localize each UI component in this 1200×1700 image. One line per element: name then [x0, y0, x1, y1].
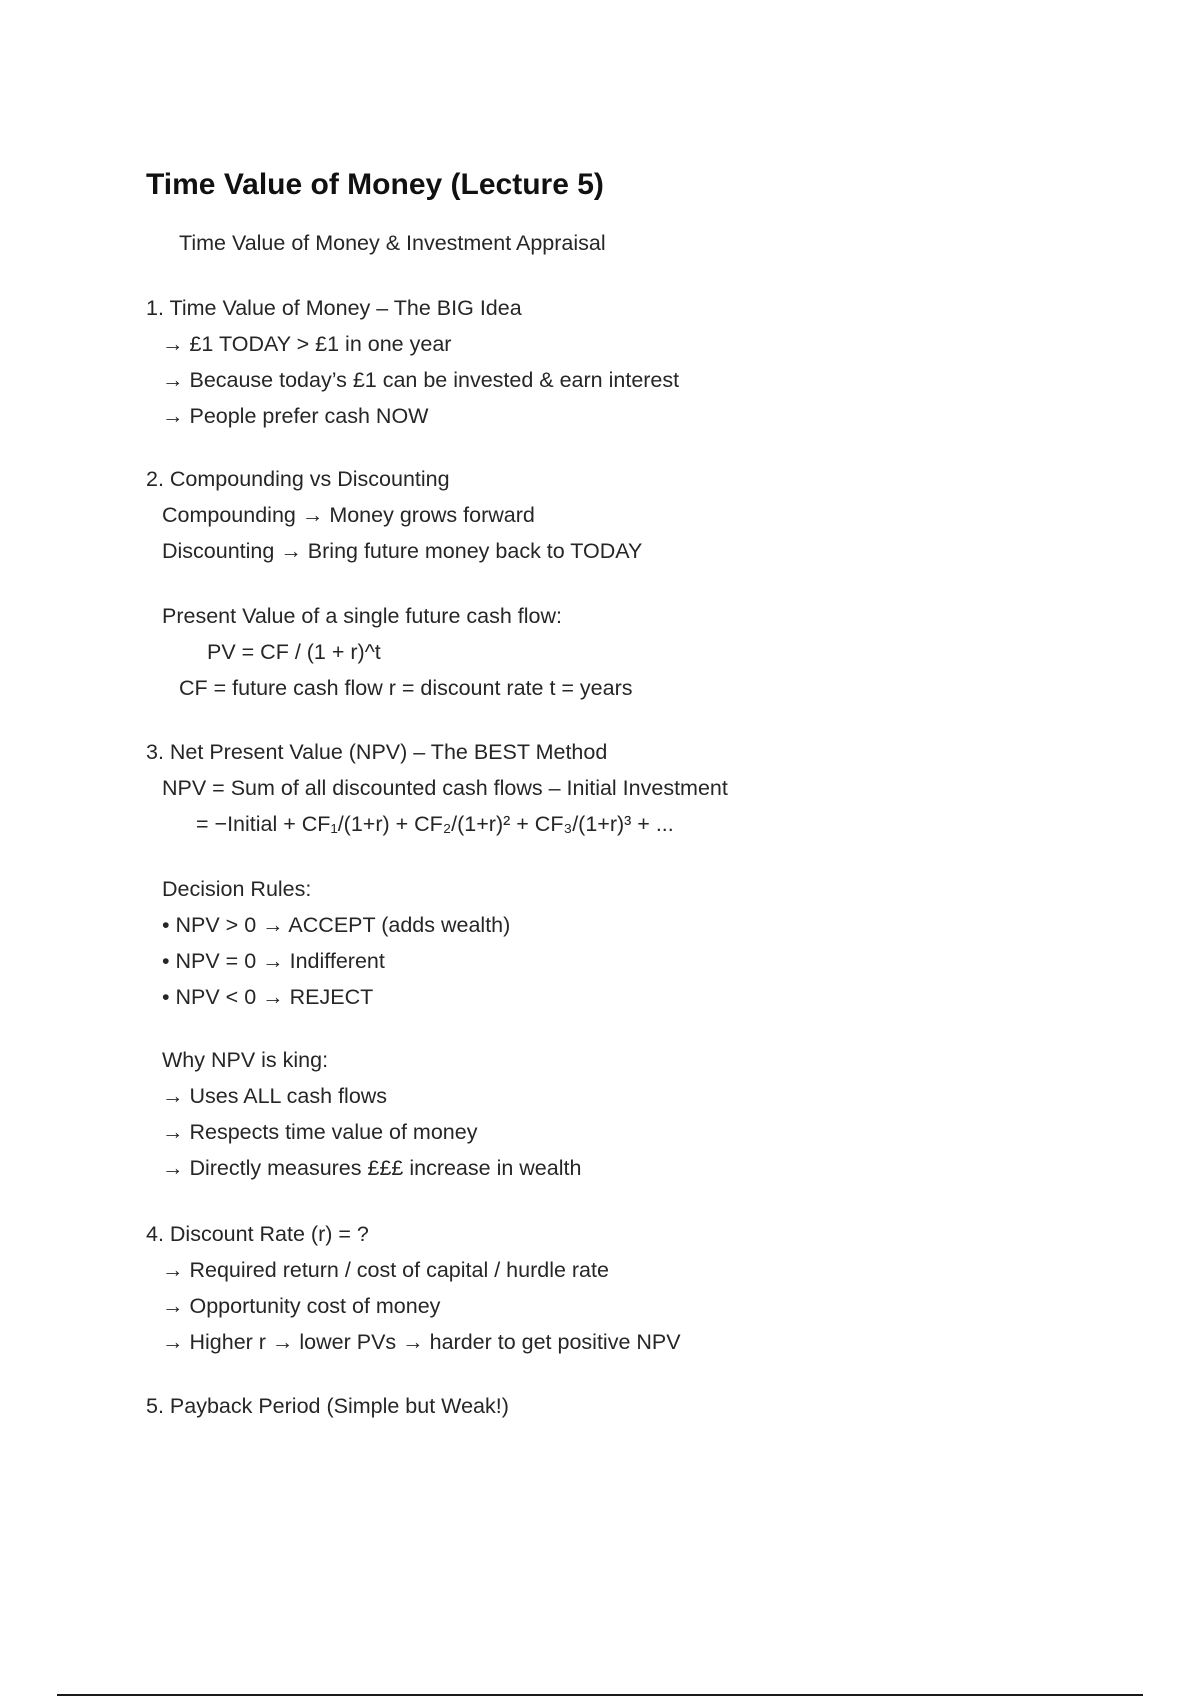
why-npv-line: → Respects time value of money — [162, 1120, 478, 1144]
section-1-heading: 1. Time Value of Money – The BIG Idea — [146, 296, 522, 320]
section-3-heading: 3. Net Present Value (NPV) – The BEST Method — [146, 740, 608, 764]
page-title: Time Value of Money (Lecture 5) — [146, 168, 604, 201]
why-npv-line: → Directly measures £££ increase in wealth — [162, 1156, 582, 1180]
npv-formula-line-1: NPV = Sum of all discounted cash flows – Initial Investment — [162, 776, 728, 800]
section-2-heading: 2. Compounding vs Discounting — [146, 467, 450, 491]
decision-rule: • NPV < 0 → REJECT — [162, 985, 374, 1009]
section-1-line: → Because today’s £1 can be invested & earn interest — [162, 368, 680, 392]
section-4-line: → Higher r → lower PVs → harder to get positive NPV — [162, 1330, 681, 1354]
pv-formula: PV = CF / (1 + r)^t — [207, 640, 381, 664]
section-5-heading: 5. Payback Period (Simple but Weak!) — [146, 1394, 509, 1418]
section-1-line: → £1 TODAY > £1 in one year — [162, 332, 452, 356]
npv-formula-line-2: = −Initial + CF₁/(1+r) + CF₂/(1+r)² + CF₃/(1+r)³ + ... — [196, 812, 674, 836]
pv-intro: Present Value of a single future cash flow: — [162, 604, 562, 628]
section-1-line: → People prefer cash NOW — [162, 404, 429, 428]
page-bottom-divider — [57, 1694, 1143, 1696]
decision-rule: • NPV = 0 → Indifferent — [162, 949, 385, 973]
page-subtitle: Time Value of Money & Investment Appraisal — [179, 231, 606, 255]
section-4-line: → Opportunity cost of money — [162, 1294, 441, 1318]
section-2-line: Discounting → Bring future money back to TODAY — [162, 539, 643, 563]
why-npv-line: → Uses ALL cash flows — [162, 1084, 388, 1108]
decision-rule: • NPV > 0 → ACCEPT (adds wealth) — [162, 913, 511, 937]
section-4-line: → Required return / cost of capital / hurdle rate — [162, 1258, 609, 1282]
section-2-line: Compounding → Money grows forward — [162, 503, 535, 527]
section-4-heading: 4. Discount Rate (r) = ? — [146, 1222, 369, 1246]
pv-legend: CF = future cash flow r = discount rate t = years — [179, 676, 633, 700]
decision-rules-heading: Decision Rules: — [162, 877, 312, 901]
why-npv-heading: Why NPV is king: — [162, 1048, 329, 1072]
